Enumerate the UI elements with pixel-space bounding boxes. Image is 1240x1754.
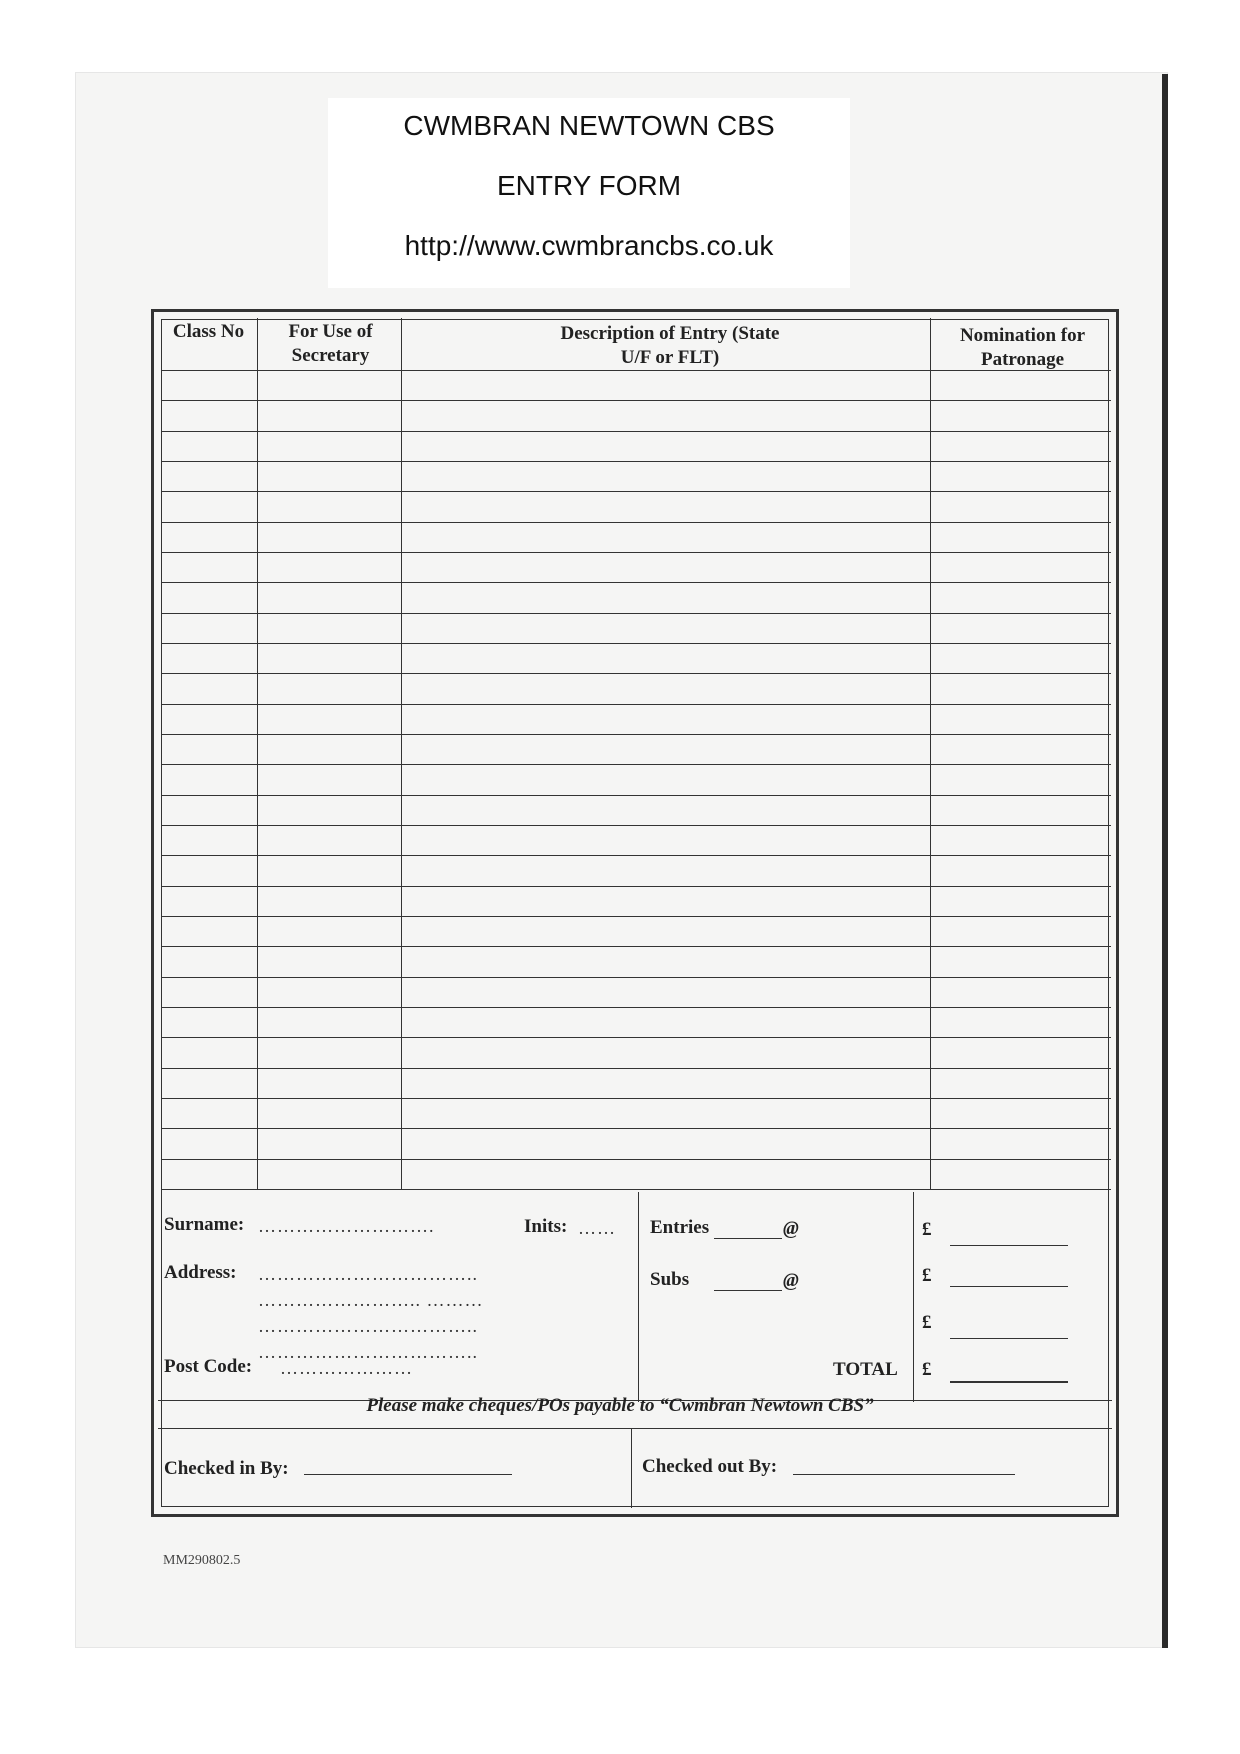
- postcode-field[interactable]: …………………: [280, 1358, 413, 1378]
- table-row[interactable]: [161, 766, 1111, 793]
- col-header-description: Description of Entry (State U/F or FLT): [560, 323, 780, 368]
- amount-line-2[interactable]: [950, 1286, 1068, 1287]
- subs-label: Subs: [650, 1269, 690, 1290]
- table-row[interactable]: [161, 493, 1111, 520]
- col-header-nomination: Nomination for Patronage: [959, 325, 1086, 370]
- club-name: CWMBRAN NEWTOWN CBS: [403, 110, 775, 141]
- surname-label: Surname:: [164, 1214, 245, 1235]
- table-row[interactable]: [161, 1100, 1111, 1127]
- table-row-rule: [161, 764, 1111, 765]
- table-row-rule: [161, 855, 1111, 856]
- table-row-rule: [161, 916, 1111, 917]
- table-row[interactable]: [161, 645, 1111, 672]
- address-line-3[interactable]: ……………………………..: [258, 1316, 478, 1336]
- checked-out-line[interactable]: [793, 1474, 1015, 1475]
- total-label: TOTAL: [833, 1359, 898, 1380]
- table-row-rule: [161, 1098, 1111, 1099]
- inits-field[interactable]: ……: [578, 1218, 616, 1238]
- cheque-payable-note: Please make cheques/POs payable to “Cwmbran Newtown CBS”: [366, 1395, 874, 1416]
- table-row-rule: [161, 1128, 1111, 1129]
- checked-in-line[interactable]: [304, 1474, 512, 1475]
- table-row[interactable]: [161, 554, 1111, 581]
- table-header-rule: [161, 370, 1111, 371]
- surname-field[interactable]: ……………………….: [258, 1216, 435, 1236]
- table-row[interactable]: [161, 402, 1111, 429]
- subs-at-symbol: @: [783, 1270, 799, 1291]
- total-amount-line[interactable]: [950, 1381, 1068, 1383]
- address-line-4[interactable]: ……………………………..: [258, 1342, 478, 1362]
- amount-line-3[interactable]: [950, 1338, 1068, 1339]
- table-row[interactable]: [161, 1130, 1111, 1157]
- table-row-rule: [161, 795, 1111, 796]
- amount-line-1[interactable]: [950, 1245, 1068, 1246]
- table-row-rule: [161, 400, 1111, 401]
- table-row-rule: [161, 886, 1111, 887]
- table-row[interactable]: [161, 524, 1111, 551]
- table-row[interactable]: [161, 948, 1111, 975]
- table-row[interactable]: [161, 888, 1111, 915]
- table-row[interactable]: [161, 675, 1111, 702]
- pound-sign-2: £: [922, 1265, 932, 1286]
- table-row-rule: [161, 1159, 1111, 1160]
- table-row-rule: [161, 582, 1111, 583]
- checked-out-label: Checked out By:: [642, 1456, 778, 1477]
- table-row-rule: [161, 1037, 1111, 1038]
- table-row[interactable]: [161, 433, 1111, 460]
- table-row[interactable]: [161, 706, 1111, 733]
- postcode-label: Post Code:: [164, 1356, 253, 1377]
- table-row-rule: [161, 1007, 1111, 1008]
- table-row-rule: [161, 977, 1111, 978]
- table-row[interactable]: [161, 979, 1111, 1006]
- pound-sign-1: £: [922, 1219, 932, 1240]
- form-header: [328, 98, 850, 288]
- table-row[interactable]: [161, 372, 1111, 399]
- table-row[interactable]: [161, 615, 1111, 642]
- address-line-2[interactable]: …………………….. ………: [258, 1290, 484, 1310]
- table-row[interactable]: [161, 827, 1111, 854]
- table-row[interactable]: [161, 1039, 1111, 1066]
- table-row-rule: [161, 825, 1111, 826]
- table-row-rule: [161, 431, 1111, 432]
- table-row[interactable]: [161, 1070, 1111, 1097]
- pound-sign-total: £: [922, 1359, 932, 1380]
- details-fees-divider: [638, 1192, 639, 1402]
- entries-count-line[interactable]: [714, 1238, 782, 1239]
- table-row[interactable]: [161, 1009, 1111, 1036]
- col-header-secretary: For Use of Secretary: [288, 321, 373, 366]
- fees-amount-divider: [913, 1192, 914, 1402]
- table-row[interactable]: [161, 736, 1111, 763]
- table-row-rule: [161, 552, 1111, 553]
- table-row-rule: [161, 673, 1111, 674]
- table-row-rule: [161, 461, 1111, 462]
- subs-count-line[interactable]: [714, 1290, 782, 1291]
- table-row-rule: [161, 704, 1111, 705]
- table-row-rule: [161, 946, 1111, 947]
- table-row[interactable]: [161, 918, 1111, 945]
- table-row[interactable]: [161, 1161, 1111, 1188]
- table-row-rule: [161, 491, 1111, 492]
- checked-divider: [631, 1428, 632, 1508]
- table-row[interactable]: [161, 857, 1111, 884]
- address-line-1[interactable]: ……………………………..: [258, 1264, 478, 1284]
- table-row[interactable]: [161, 584, 1111, 611]
- website-url: http://www.cwmbrancbs.co.uk: [404, 230, 774, 261]
- address-label: Address:: [164, 1262, 237, 1283]
- table-bottom-rule: [161, 1189, 1111, 1190]
- checked-in-label: Checked in By:: [164, 1458, 289, 1479]
- payable-bottom-rule: [158, 1428, 1112, 1429]
- form-title: ENTRY FORM: [496, 170, 682, 201]
- table-row-rule: [161, 734, 1111, 735]
- col-header-class-no: Class No: [172, 321, 245, 342]
- table-row-rule: [161, 1068, 1111, 1069]
- table-row-rule: [161, 522, 1111, 523]
- entries-at-symbol: @: [783, 1218, 799, 1239]
- table-row-rule: [161, 643, 1111, 644]
- table-row-rule: [161, 613, 1111, 614]
- table-row[interactable]: [161, 797, 1111, 824]
- form-reference-code: MM290802.5: [163, 1553, 241, 1568]
- entries-label: Entries: [650, 1217, 710, 1238]
- pound-sign-3: £: [922, 1312, 932, 1333]
- table-row[interactable]: [161, 463, 1111, 490]
- inits-label: Inits:: [524, 1216, 568, 1237]
